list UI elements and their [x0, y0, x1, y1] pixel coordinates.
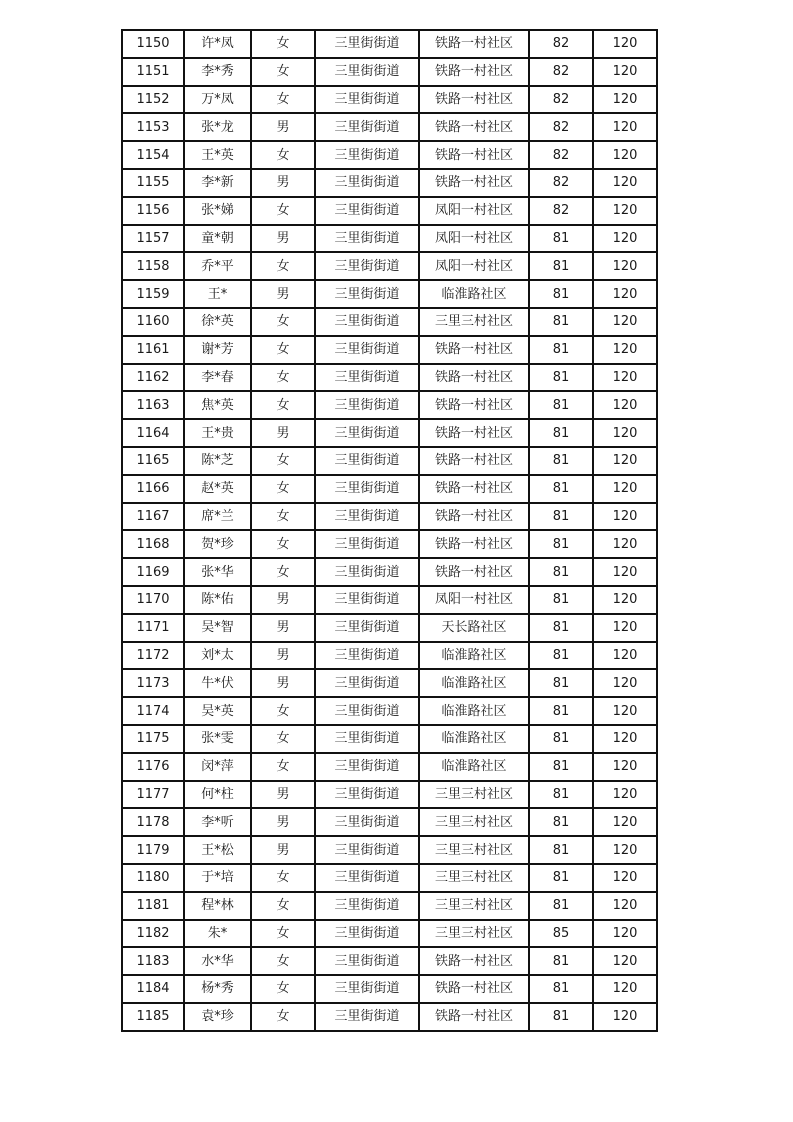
table-row — [122, 614, 657, 642]
cell-id: 1164 — [122, 419, 184, 447]
cell-age: 82 — [529, 169, 593, 197]
cell-age: 81 — [529, 614, 593, 642]
cell-id: 1165 — [122, 447, 184, 475]
table-row — [122, 391, 657, 419]
cell-gender: 女 — [251, 475, 315, 503]
cell-street: 三里街街道 — [315, 364, 419, 392]
cell-amount: 120 — [593, 447, 657, 475]
cell-street: 三里街街道 — [315, 836, 419, 864]
cell-name: 李*新 — [184, 169, 251, 197]
cell-name: 朱* — [184, 920, 251, 948]
table-row — [122, 336, 657, 364]
cell-age: 81 — [529, 781, 593, 809]
cell-gender: 女 — [251, 892, 315, 920]
cell-name: 赵*英 — [184, 475, 251, 503]
cell-gender: 女 — [251, 86, 315, 114]
table-row — [122, 58, 657, 86]
cell-amount: 120 — [593, 920, 657, 948]
cell-amount: 120 — [593, 58, 657, 86]
cell-name: 刘*太 — [184, 642, 251, 670]
cell-name: 许*凤 — [184, 30, 251, 58]
cell-community: 铁路一村社区 — [419, 141, 529, 169]
table-row — [122, 30, 657, 58]
cell-age: 81 — [529, 642, 593, 670]
cell-age: 82 — [529, 197, 593, 225]
cell-amount: 120 — [593, 947, 657, 975]
cell-street: 三里街街道 — [315, 642, 419, 670]
cell-community: 凤阳一村社区 — [419, 586, 529, 614]
cell-community: 铁路一村社区 — [419, 975, 529, 1003]
cell-street: 三里街街道 — [315, 614, 419, 642]
cell-street: 三里街街道 — [315, 920, 419, 948]
cell-name: 贺*珍 — [184, 530, 251, 558]
cell-id: 1167 — [122, 503, 184, 531]
cell-age: 81 — [529, 503, 593, 531]
cell-id: 1181 — [122, 892, 184, 920]
cell-name: 谢*芳 — [184, 336, 251, 364]
cell-gender: 女 — [251, 503, 315, 531]
cell-age: 81 — [529, 530, 593, 558]
cell-age: 85 — [529, 920, 593, 948]
cell-id: 1178 — [122, 808, 184, 836]
cell-street: 三里街街道 — [315, 58, 419, 86]
cell-amount: 120 — [593, 1003, 657, 1031]
cell-id: 1162 — [122, 364, 184, 392]
cell-name: 牛*伏 — [184, 669, 251, 697]
cell-amount: 120 — [593, 169, 657, 197]
cell-id: 1150 — [122, 30, 184, 58]
cell-street: 三里街街道 — [315, 558, 419, 586]
cell-age: 81 — [529, 475, 593, 503]
cell-name: 张*娣 — [184, 197, 251, 225]
cell-community: 铁路一村社区 — [419, 530, 529, 558]
cell-name: 程*林 — [184, 892, 251, 920]
cell-age: 81 — [529, 808, 593, 836]
cell-amount: 120 — [593, 113, 657, 141]
cell-community: 铁路一村社区 — [419, 364, 529, 392]
cell-age: 81 — [529, 947, 593, 975]
table-row — [122, 225, 657, 253]
table-row — [122, 419, 657, 447]
table-row — [122, 697, 657, 725]
table-row — [122, 892, 657, 920]
table-row — [122, 864, 657, 892]
cell-amount: 120 — [593, 669, 657, 697]
cell-id: 1171 — [122, 614, 184, 642]
cell-amount: 120 — [593, 30, 657, 58]
table-row — [122, 308, 657, 336]
cell-id: 1154 — [122, 141, 184, 169]
cell-amount: 120 — [593, 753, 657, 781]
cell-street: 三里街街道 — [315, 586, 419, 614]
cell-age: 81 — [529, 864, 593, 892]
cell-community: 铁路一村社区 — [419, 58, 529, 86]
table-row — [122, 530, 657, 558]
cell-name: 王* — [184, 280, 251, 308]
cell-community: 铁路一村社区 — [419, 113, 529, 141]
cell-street: 三里街街道 — [315, 753, 419, 781]
table-row — [122, 197, 657, 225]
cell-age: 81 — [529, 975, 593, 1003]
table-row — [122, 586, 657, 614]
cell-name: 王*英 — [184, 141, 251, 169]
cell-street: 三里街街道 — [315, 475, 419, 503]
cell-age: 81 — [529, 391, 593, 419]
cell-gender: 女 — [251, 975, 315, 1003]
cell-id: 1163 — [122, 391, 184, 419]
cell-community: 铁路一村社区 — [419, 419, 529, 447]
table-row — [122, 113, 657, 141]
cell-name: 吴*智 — [184, 614, 251, 642]
cell-gender: 女 — [251, 530, 315, 558]
cell-street: 三里街街道 — [315, 697, 419, 725]
cell-community: 三里三村社区 — [419, 920, 529, 948]
cell-gender: 女 — [251, 58, 315, 86]
cell-id: 1180 — [122, 864, 184, 892]
cell-community: 三里三村社区 — [419, 308, 529, 336]
cell-community: 凤阳一村社区 — [419, 197, 529, 225]
cell-gender: 女 — [251, 252, 315, 280]
cell-street: 三里街街道 — [315, 169, 419, 197]
cell-gender: 女 — [251, 947, 315, 975]
cell-name: 杨*秀 — [184, 975, 251, 1003]
cell-name: 李*春 — [184, 364, 251, 392]
cell-id: 1173 — [122, 669, 184, 697]
cell-gender: 男 — [251, 836, 315, 864]
cell-age: 81 — [529, 364, 593, 392]
cell-community: 三里三村社区 — [419, 892, 529, 920]
cell-id: 1182 — [122, 920, 184, 948]
cell-street: 三里街街道 — [315, 419, 419, 447]
cell-street: 三里街街道 — [315, 947, 419, 975]
cell-street: 三里街街道 — [315, 280, 419, 308]
cell-amount: 120 — [593, 252, 657, 280]
cell-gender: 男 — [251, 586, 315, 614]
cell-amount: 120 — [593, 558, 657, 586]
cell-gender: 男 — [251, 614, 315, 642]
cell-name: 张*雯 — [184, 725, 251, 753]
cell-id: 1152 — [122, 86, 184, 114]
table-row — [122, 975, 657, 1003]
cell-street: 三里街街道 — [315, 1003, 419, 1031]
cell-street: 三里街街道 — [315, 447, 419, 475]
cell-name: 李*秀 — [184, 58, 251, 86]
cell-street: 三里街街道 — [315, 808, 419, 836]
cell-name: 张*华 — [184, 558, 251, 586]
cell-community: 铁路一村社区 — [419, 30, 529, 58]
cell-age: 81 — [529, 669, 593, 697]
cell-age: 81 — [529, 308, 593, 336]
cell-name: 王*松 — [184, 836, 251, 864]
cell-id: 1166 — [122, 475, 184, 503]
cell-id: 1153 — [122, 113, 184, 141]
cell-name: 席*兰 — [184, 503, 251, 531]
cell-gender: 女 — [251, 364, 315, 392]
cell-gender: 女 — [251, 336, 315, 364]
cell-gender: 男 — [251, 113, 315, 141]
cell-gender: 女 — [251, 447, 315, 475]
cell-street: 三里街街道 — [315, 503, 419, 531]
cell-gender: 女 — [251, 141, 315, 169]
cell-name: 张*龙 — [184, 113, 251, 141]
cell-age: 81 — [529, 225, 593, 253]
cell-age: 81 — [529, 447, 593, 475]
cell-street: 三里街街道 — [315, 86, 419, 114]
cell-id: 1161 — [122, 336, 184, 364]
cell-age: 82 — [529, 113, 593, 141]
table-row — [122, 836, 657, 864]
cell-id: 1160 — [122, 308, 184, 336]
cell-name: 于*培 — [184, 864, 251, 892]
cell-name: 焦*英 — [184, 391, 251, 419]
cell-amount: 120 — [593, 141, 657, 169]
table-row — [122, 86, 657, 114]
cell-name: 乔*平 — [184, 252, 251, 280]
cell-amount: 120 — [593, 391, 657, 419]
cell-community: 临淮路社区 — [419, 642, 529, 670]
cell-age: 81 — [529, 419, 593, 447]
cell-street: 三里街街道 — [315, 669, 419, 697]
cell-id: 1174 — [122, 697, 184, 725]
cell-amount: 120 — [593, 642, 657, 670]
cell-community: 三里三村社区 — [419, 808, 529, 836]
cell-community: 铁路一村社区 — [419, 86, 529, 114]
cell-community: 凤阳一村社区 — [419, 225, 529, 253]
roster-table-body — [122, 30, 657, 1031]
cell-amount: 120 — [593, 308, 657, 336]
cell-community: 铁路一村社区 — [419, 558, 529, 586]
cell-amount: 120 — [593, 197, 657, 225]
cell-gender: 女 — [251, 197, 315, 225]
cell-id: 1151 — [122, 58, 184, 86]
cell-amount: 120 — [593, 975, 657, 1003]
table-row — [122, 669, 657, 697]
table-row — [122, 1003, 657, 1031]
cell-street: 三里街街道 — [315, 975, 419, 1003]
cell-street: 三里街街道 — [315, 197, 419, 225]
cell-street: 三里街街道 — [315, 336, 419, 364]
cell-community: 临淮路社区 — [419, 280, 529, 308]
table-row — [122, 808, 657, 836]
table-row — [122, 475, 657, 503]
cell-age: 81 — [529, 1003, 593, 1031]
cell-age: 81 — [529, 252, 593, 280]
cell-amount: 120 — [593, 86, 657, 114]
cell-age: 81 — [529, 558, 593, 586]
cell-id: 1184 — [122, 975, 184, 1003]
cell-name: 童*朝 — [184, 225, 251, 253]
cell-id: 1156 — [122, 197, 184, 225]
cell-id: 1157 — [122, 225, 184, 253]
cell-community: 三里三村社区 — [419, 836, 529, 864]
cell-id: 1155 — [122, 169, 184, 197]
cell-gender: 女 — [251, 725, 315, 753]
cell-amount: 120 — [593, 225, 657, 253]
cell-id: 1159 — [122, 280, 184, 308]
cell-name: 水*华 — [184, 947, 251, 975]
cell-amount: 120 — [593, 697, 657, 725]
cell-name: 陈*佑 — [184, 586, 251, 614]
cell-amount: 120 — [593, 475, 657, 503]
table-row — [122, 364, 657, 392]
cell-age: 82 — [529, 58, 593, 86]
cell-age: 81 — [529, 697, 593, 725]
cell-amount: 120 — [593, 280, 657, 308]
cell-gender: 男 — [251, 280, 315, 308]
cell-gender: 男 — [251, 225, 315, 253]
cell-name: 袁*珍 — [184, 1003, 251, 1031]
cell-gender: 男 — [251, 808, 315, 836]
cell-gender: 男 — [251, 419, 315, 447]
table-row — [122, 447, 657, 475]
table-row — [122, 753, 657, 781]
cell-amount: 120 — [593, 530, 657, 558]
cell-street: 三里街街道 — [315, 892, 419, 920]
cell-gender: 男 — [251, 642, 315, 670]
table-row — [122, 141, 657, 169]
cell-amount: 120 — [593, 836, 657, 864]
cell-street: 三里街街道 — [315, 864, 419, 892]
cell-community: 三里三村社区 — [419, 864, 529, 892]
cell-community: 铁路一村社区 — [419, 336, 529, 364]
cell-age: 81 — [529, 336, 593, 364]
cell-gender: 女 — [251, 558, 315, 586]
cell-age: 81 — [529, 836, 593, 864]
cell-community: 铁路一村社区 — [419, 391, 529, 419]
cell-street: 三里街街道 — [315, 308, 419, 336]
cell-age: 82 — [529, 30, 593, 58]
cell-amount: 120 — [593, 781, 657, 809]
table-row — [122, 920, 657, 948]
cell-gender: 女 — [251, 864, 315, 892]
cell-gender: 女 — [251, 697, 315, 725]
cell-community: 临淮路社区 — [419, 697, 529, 725]
cell-amount: 120 — [593, 336, 657, 364]
table-row — [122, 280, 657, 308]
cell-id: 1175 — [122, 725, 184, 753]
cell-amount: 120 — [593, 364, 657, 392]
cell-street: 三里街街道 — [315, 781, 419, 809]
cell-amount: 120 — [593, 614, 657, 642]
cell-community: 临淮路社区 — [419, 753, 529, 781]
cell-name: 万*凤 — [184, 86, 251, 114]
cell-gender: 女 — [251, 30, 315, 58]
cell-name: 陈*芝 — [184, 447, 251, 475]
cell-community: 铁路一村社区 — [419, 1003, 529, 1031]
cell-id: 1170 — [122, 586, 184, 614]
cell-id: 1168 — [122, 530, 184, 558]
cell-community: 铁路一村社区 — [419, 475, 529, 503]
cell-street: 三里街街道 — [315, 530, 419, 558]
cell-name: 李*听 — [184, 808, 251, 836]
cell-community: 铁路一村社区 — [419, 503, 529, 531]
cell-name: 徐*英 — [184, 308, 251, 336]
cell-age: 81 — [529, 280, 593, 308]
cell-community: 铁路一村社区 — [419, 947, 529, 975]
cell-id: 1176 — [122, 753, 184, 781]
table-row — [122, 252, 657, 280]
cell-id: 1185 — [122, 1003, 184, 1031]
cell-community: 铁路一村社区 — [419, 447, 529, 475]
cell-amount: 120 — [593, 725, 657, 753]
cell-community: 临淮路社区 — [419, 725, 529, 753]
cell-gender: 男 — [251, 781, 315, 809]
cell-id: 1158 — [122, 252, 184, 280]
table-row — [122, 781, 657, 809]
cell-amount: 120 — [593, 419, 657, 447]
cell-street: 三里街街道 — [315, 141, 419, 169]
cell-amount: 120 — [593, 892, 657, 920]
cell-age: 81 — [529, 586, 593, 614]
cell-gender: 女 — [251, 753, 315, 781]
table-row — [122, 642, 657, 670]
cell-id: 1177 — [122, 781, 184, 809]
cell-gender: 男 — [251, 669, 315, 697]
cell-age: 81 — [529, 753, 593, 781]
cell-community: 三里三村社区 — [419, 781, 529, 809]
cell-name: 何*柱 — [184, 781, 251, 809]
cell-id: 1183 — [122, 947, 184, 975]
cell-age: 82 — [529, 86, 593, 114]
cell-age: 81 — [529, 892, 593, 920]
cell-gender: 男 — [251, 169, 315, 197]
table-row — [122, 503, 657, 531]
cell-amount: 120 — [593, 808, 657, 836]
table-row — [122, 947, 657, 975]
cell-street: 三里街街道 — [315, 252, 419, 280]
cell-gender: 女 — [251, 1003, 315, 1031]
cell-community: 临淮路社区 — [419, 669, 529, 697]
cell-name: 吴*英 — [184, 697, 251, 725]
cell-amount: 120 — [593, 864, 657, 892]
cell-street: 三里街街道 — [315, 225, 419, 253]
cell-name: 闵*萍 — [184, 753, 251, 781]
cell-gender: 女 — [251, 920, 315, 948]
cell-community: 铁路一村社区 — [419, 169, 529, 197]
cell-gender: 女 — [251, 391, 315, 419]
cell-age: 81 — [529, 725, 593, 753]
table-row — [122, 558, 657, 586]
table-row — [122, 725, 657, 753]
cell-community: 凤阳一村社区 — [419, 252, 529, 280]
cell-id: 1172 — [122, 642, 184, 670]
cell-age: 82 — [529, 141, 593, 169]
cell-id: 1169 — [122, 558, 184, 586]
cell-street: 三里街街道 — [315, 391, 419, 419]
cell-id: 1179 — [122, 836, 184, 864]
cell-name: 王*贵 — [184, 419, 251, 447]
cell-street: 三里街街道 — [315, 725, 419, 753]
cell-gender: 女 — [251, 308, 315, 336]
cell-community: 天长路社区 — [419, 614, 529, 642]
table-row — [122, 169, 657, 197]
cell-street: 三里街街道 — [315, 113, 419, 141]
roster-table — [121, 29, 658, 1032]
cell-street: 三里街街道 — [315, 30, 419, 58]
cell-amount: 120 — [593, 503, 657, 531]
cell-amount: 120 — [593, 586, 657, 614]
